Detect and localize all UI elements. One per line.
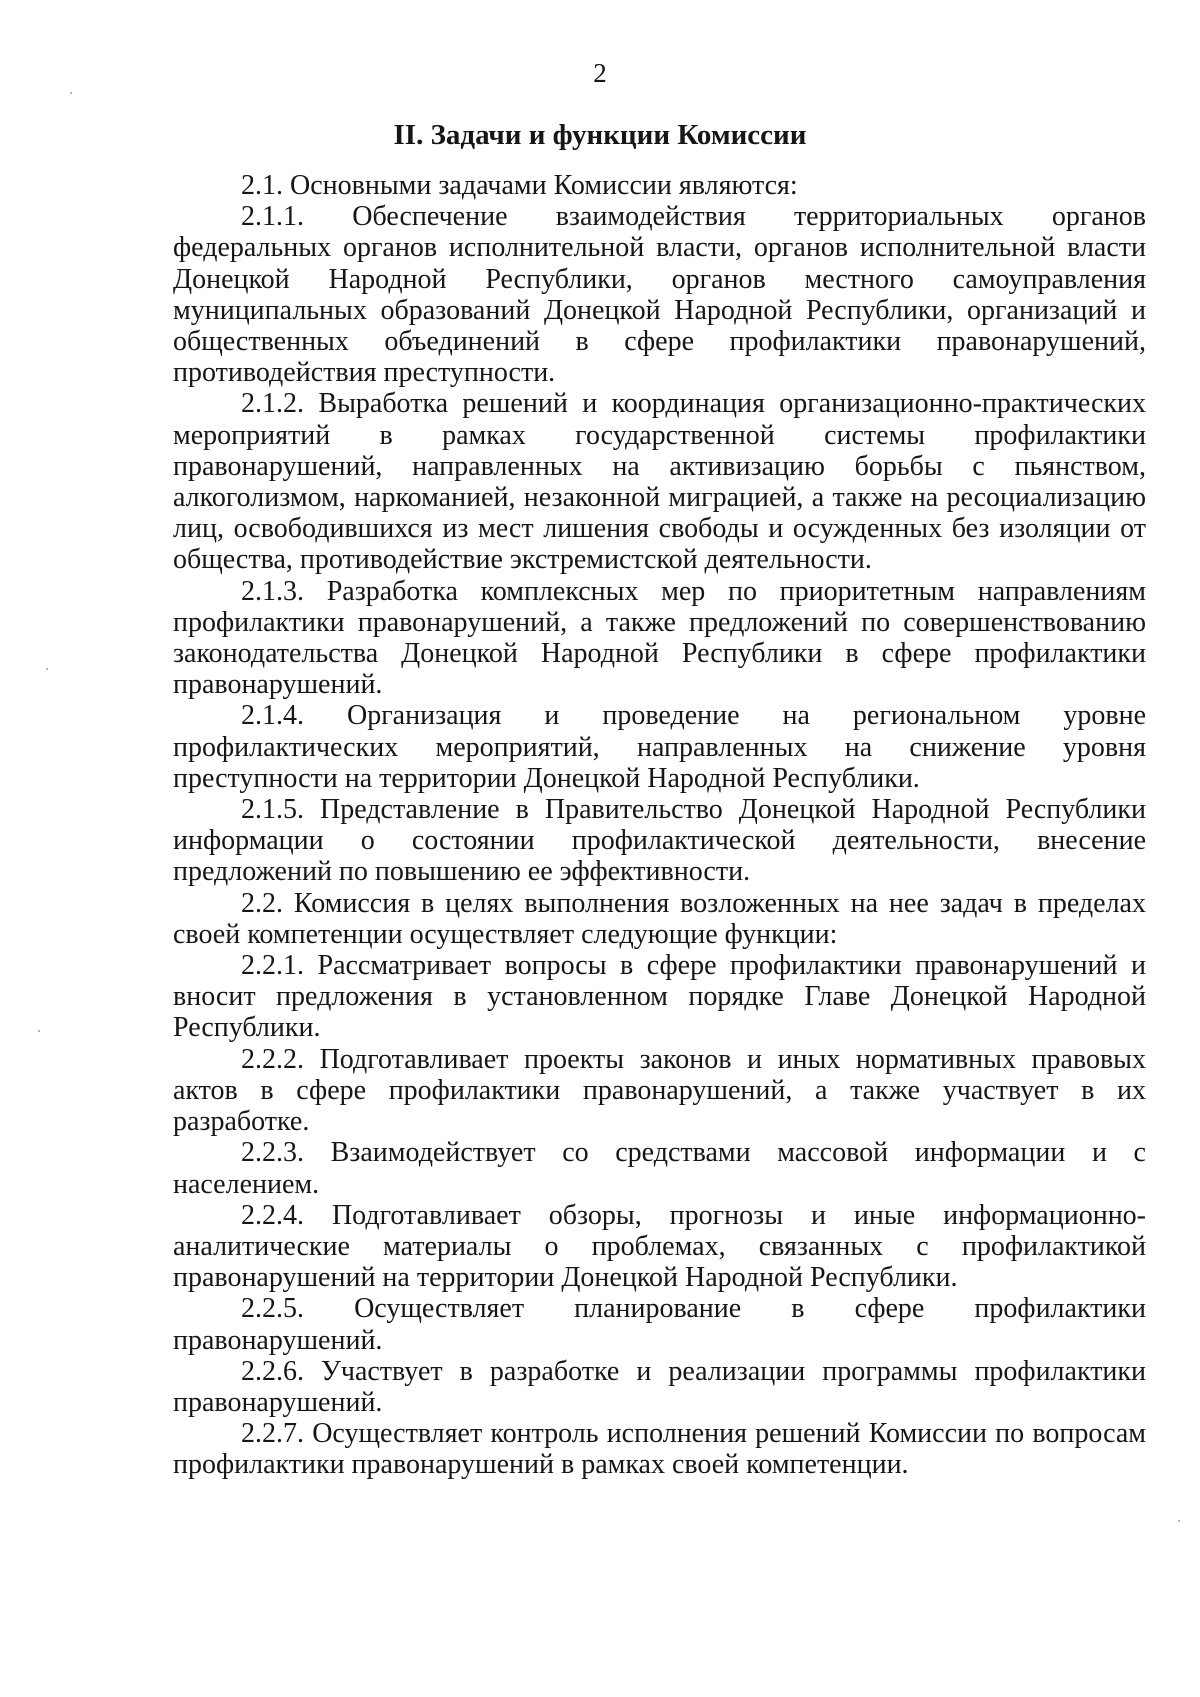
scan-speck <box>1178 1520 1180 1522</box>
paragraph-2-2-6: 2.2.6. Участвует в разработке и реализации программы профилактики правонарушений. <box>173 1355 1146 1418</box>
paragraph-2-1-5: 2.1.5. Представление в Правительство Донецкой Народной Республики информации о состоянии профилактической деятельности, внесение предложений по повышению ее эффективности. <box>173 794 1146 888</box>
paragraph-2-1-2: 2.1.2. Выработка решений и координация организационно-практических мероприятий в рамках государственной системы профилактики правонарушений, направленных на активизацию борьбы с пьянством, алкоголизмом, наркоманией, незаконной миграцией, а также на ресоциализацию лиц, освободившихся из мест лишения свободы и осужденных без изоляции от общества, противодействие экстремистской деятельности. <box>173 388 1146 576</box>
document-body <box>173 170 1146 1481</box>
page-number: 2 <box>593 58 607 88</box>
scan-speck <box>70 92 72 94</box>
paragraph-2-2-7: 2.2.7. Осуществляет контроль исполнения решений Комиссии по вопросам профилактики правонарушений в рамках своей компетенции. <box>173 1418 1146 1481</box>
paragraph-2-2-2: 2.2.2. Подготавливает проекты законов и иных нормативных правовых актов в сфере профилактики правонарушений, а также участвует в их разработке. <box>173 1043 1146 1138</box>
paragraph-2-2-3: 2.2.3. Взаимодействует со средствами массовой информации и с населением. <box>173 1137 1146 1200</box>
paragraph-2-2: 2.2. Комиссия в целях выполнения возложенных на нее задач в пределах своей компетенции осуществляет следующие функции: <box>173 887 1146 950</box>
scan-speck <box>38 1030 40 1032</box>
scan-speck <box>46 668 48 670</box>
paragraph-2-1-3: 2.1.3. Разработка комплексных мер по приоритетным направлениям профилактики правонарушений, а также предложений по совершенствованию законодательства Донецкой Народной Республики в сфере профилактики правонарушений. <box>173 575 1146 701</box>
paragraph-2-2-4: 2.2.4. Подготавливает обзоры, прогнозы и иные информационно-аналитические материалы о проблемах, связанных с профилактикой правонарушений на территории Донецкой Народной Республики. <box>173 1199 1146 1294</box>
paragraph-2-1-1: 2.1.1. Обеспечение взаимодействия территориальных органов федеральных органов исполнительной власти, органов исполнительной власти Донецкой Народной Республики, органов местного самоуправления муниципальных образований Донецкой Народной Республики, организаций и общественных объединений в сфере профилактики правонарушений, противодействия преступности. <box>173 201 1146 389</box>
paragraph-2-1-4: 2.1.4. Организация и проведение на региональном уровне профилактических мероприятий, направленных на снижение уровня преступности на территории Донецкой Народной Республики. <box>173 700 1146 794</box>
paragraph-2-2-5: 2.2.5. Осуществляет планирование в сфере профилактики правонарушений. <box>173 1293 1146 1356</box>
paragraph-2-2-1: 2.2.1. Рассматривает вопросы в сфере профилактики правонарушений и вносит предложения в установленном порядке Главе Донецкой Народной Республики. <box>173 950 1146 1044</box>
paragraph-2-1: 2.1. Основными задачами Комиссии являются: <box>241 170 798 201</box>
section-title: II. Задачи и функции Комиссии <box>393 119 807 151</box>
